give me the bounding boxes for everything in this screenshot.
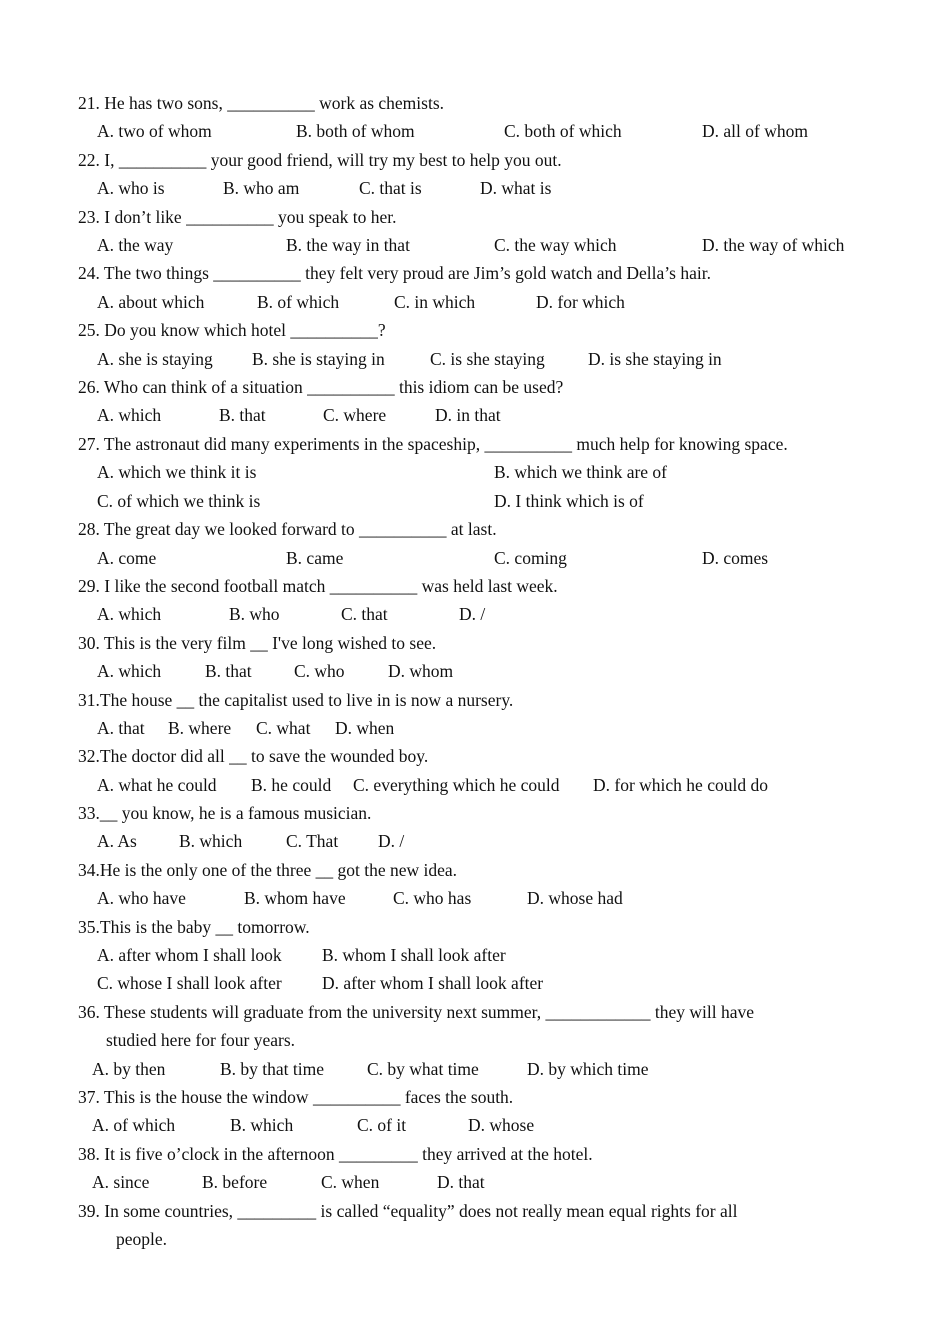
question-38-stem: 38. It is five o’clock in the afternoon _________ they arrived at the hotel. xyxy=(78,1144,593,1164)
option-b: B. which xyxy=(230,1115,294,1135)
option-b: B. that xyxy=(219,405,266,425)
option-c: C. is she staying xyxy=(430,349,545,369)
question-36-options xyxy=(92,1058,649,1080)
question-21-options xyxy=(97,120,808,142)
option-b: B. that xyxy=(205,661,252,681)
question-23-stem: 23. I don’t like __________ you speak to her. xyxy=(78,207,397,227)
option-c: C. when xyxy=(321,1172,380,1192)
option-a: A. which xyxy=(97,661,162,681)
option-a: A. about which xyxy=(97,292,205,312)
option-c: C. by what time xyxy=(367,1059,479,1079)
question-25-stem: 25. Do you know which hotel __________? xyxy=(78,320,386,340)
question-21-stem: 21. He has two sons, __________ work as chemists. xyxy=(78,93,445,113)
option-a: A. who is xyxy=(97,178,165,198)
option-c: C. that xyxy=(341,604,388,624)
question-37-options xyxy=(92,1114,535,1136)
option-b: B. of which xyxy=(257,292,340,312)
option-d: D. the way of which xyxy=(702,235,845,255)
question-22-options xyxy=(97,177,552,199)
question-32-stem: 32.The doctor did all __ to save the wounded boy. xyxy=(78,746,429,766)
option-d: D. when xyxy=(335,718,395,738)
option-a: A. after whom I shall look xyxy=(97,945,282,965)
option-d: D. / xyxy=(378,831,405,851)
question-30-stem: 30. This is the very film __ I've long wished to see. xyxy=(78,633,437,653)
question-31-options xyxy=(97,717,395,739)
option-a: A. two of whom xyxy=(97,121,212,141)
option-c: C. the way which xyxy=(494,235,617,255)
option-a: A. since xyxy=(92,1172,150,1192)
option-d: D. / xyxy=(459,604,486,624)
question-29-stem: 29. I like the second football match __________ was held last week. xyxy=(78,576,558,596)
option-b: B. which xyxy=(179,831,243,851)
option-a: A. the way xyxy=(97,235,174,255)
option-c: C. who xyxy=(294,661,345,681)
option-c: C. of it xyxy=(357,1115,407,1135)
question-30-options xyxy=(97,660,454,682)
question-35-options-row1 xyxy=(97,944,506,966)
option-c: C. where xyxy=(323,405,387,425)
question-28-options xyxy=(97,547,769,569)
option-d: D. is she staying in xyxy=(588,349,722,369)
question-35-options-row2 xyxy=(97,972,544,994)
option-a: A. which xyxy=(97,405,162,425)
option-b: B. the way in that xyxy=(286,235,410,255)
option-d: D. what is xyxy=(480,178,552,198)
option-c: C. in which xyxy=(394,292,476,312)
question-28-stem: 28. The great day we looked forward to __________ at last. xyxy=(78,519,497,539)
option-d: D. for which xyxy=(536,292,625,312)
option-a: A. that xyxy=(97,718,145,738)
option-b: B. whom have xyxy=(244,888,346,908)
option-a: A. which xyxy=(97,604,162,624)
option-d: D. after whom I shall look after xyxy=(322,973,544,993)
question-27-stem: 27. The astronaut did many experiments in the spaceship, __________ much help for knowing space. xyxy=(78,434,788,454)
question-34-options xyxy=(97,887,623,909)
question-26-options xyxy=(97,404,501,426)
question-34-stem: 34.He is the only one of the three __ got the new idea. xyxy=(78,860,458,880)
question-24-stem: 24. The two things __________ they felt very proud are Jim’s gold watch and Della’s hair. xyxy=(78,263,711,283)
option-d: D. whose had xyxy=(527,888,623,908)
question-33-options xyxy=(97,830,405,852)
option-a: A. which we think it is xyxy=(97,462,257,482)
option-a: A. by then xyxy=(92,1059,166,1079)
question-35-stem: 35.This is the baby __ tomorrow. xyxy=(78,917,310,937)
option-b: B. who xyxy=(229,604,280,624)
option-d: D. for which he could do xyxy=(593,775,768,795)
option-b: B. by that time xyxy=(220,1059,325,1079)
option-d: D. whom xyxy=(388,661,454,681)
option-c: C. both of which xyxy=(504,121,622,141)
option-c: C. whose I shall look after xyxy=(97,973,282,993)
option-b: B. she is staying in xyxy=(252,349,385,369)
option-c: C. That xyxy=(286,831,339,851)
option-c: C. of which we think is xyxy=(97,491,261,511)
question-22-stem: 22. I, __________ your good friend, will try my best to help you out. xyxy=(78,150,562,170)
option-a: A. As xyxy=(97,831,137,851)
option-a: A. she is staying xyxy=(97,349,213,369)
question-33-stem: 33.__ you know, he is a famous musician. xyxy=(78,803,372,823)
option-c: C. everything which he could xyxy=(353,775,560,795)
question-36-stem-continued: studied here for four years. xyxy=(106,1030,296,1050)
option-b: B. which we think are of xyxy=(494,462,668,482)
option-d: D. all of whom xyxy=(702,121,808,141)
option-b: B. he could xyxy=(251,775,332,795)
option-a: A. of which xyxy=(92,1115,176,1135)
option-c: C. coming xyxy=(494,548,567,568)
option-b: B. whom I shall look after xyxy=(322,945,506,965)
question-32-options xyxy=(97,774,768,796)
option-c: C. that is xyxy=(359,178,422,198)
option-d: D. that xyxy=(437,1172,485,1192)
option-d: D. I think which is of xyxy=(494,491,644,511)
option-a: A. what he could xyxy=(97,775,217,795)
question-27-options-row1 xyxy=(97,461,668,483)
option-d: D. whose xyxy=(468,1115,535,1135)
option-b: B. before xyxy=(202,1172,268,1192)
option-b: B. came xyxy=(286,548,344,568)
question-25-options xyxy=(97,348,722,370)
option-d: D. in that xyxy=(435,405,501,425)
question-38-options xyxy=(92,1171,485,1193)
option-d: D. comes xyxy=(702,548,769,568)
question-39-stem-continued: people. xyxy=(116,1229,168,1249)
option-b: B. who am xyxy=(223,178,300,198)
question-24-options xyxy=(97,291,625,313)
option-b: B. where xyxy=(168,718,232,738)
question-37-stem: 37. This is the house the window __________ faces the south. xyxy=(78,1087,514,1107)
question-36-stem: 36. These students will graduate from the university next summer, ____________ they will have xyxy=(78,1002,755,1022)
question-39-stem: 39. In some countries, _________ is called “equality” does not really mean equal rights for all xyxy=(78,1201,738,1221)
option-a: A. who have xyxy=(97,888,186,908)
question-26-stem: 26. Who can think of a situation __________ this idiom can be used? xyxy=(78,377,564,397)
option-a: A. come xyxy=(97,548,157,568)
question-23-options xyxy=(97,234,845,256)
option-b: B. both of whom xyxy=(296,121,415,141)
option-c: C. who has xyxy=(393,888,472,908)
option-c: C. what xyxy=(256,718,311,738)
question-31-stem: 31.The house __ the capitalist used to live in is now a nursery. xyxy=(78,690,514,710)
question-29-options xyxy=(97,603,486,625)
question-27-options-row2 xyxy=(97,490,644,512)
option-d: D. by which time xyxy=(527,1059,649,1079)
